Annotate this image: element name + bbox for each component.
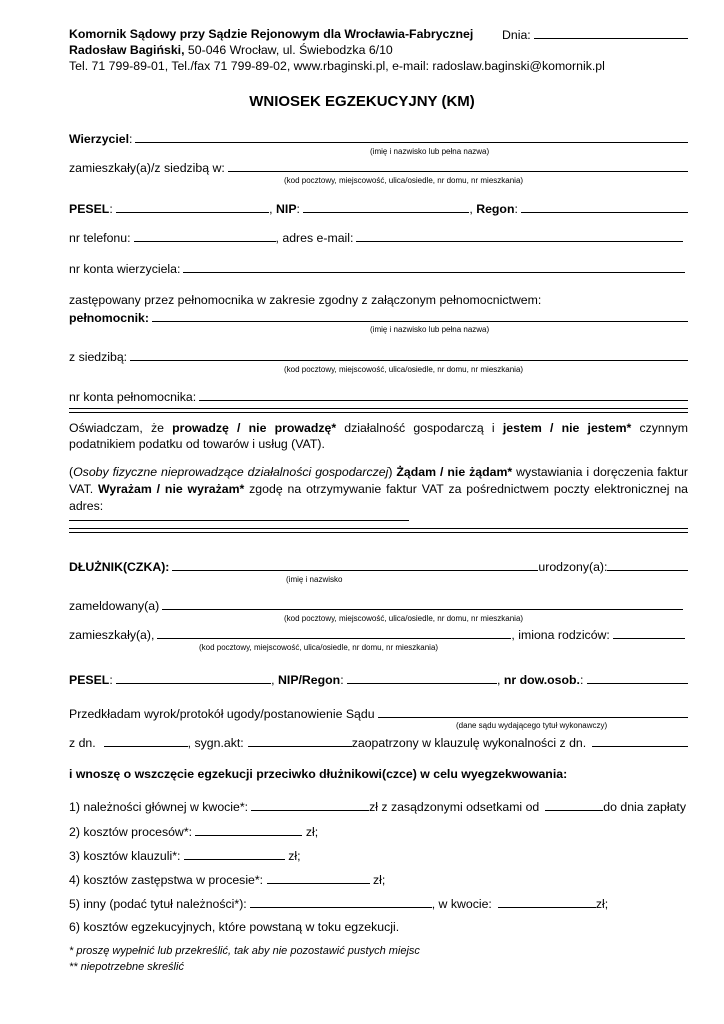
judgment-label: Przedkładam wyrok/protokół ugody/postanowienie Sądu <box>69 707 375 721</box>
debtor-registered-hint: (kod pocztowy, miejscowość, ulica/osiedle, nr domu, nr mieszkania) <box>284 614 524 623</box>
item-5-amount-label: , w kwocie: <box>431 897 492 911</box>
attorney-name-input[interactable] <box>152 310 688 322</box>
debtor-id-label: nr dow.osob. <box>503 673 580 687</box>
vat-text: działalność gospodarczą i <box>336 421 503 435</box>
debtor-registered-row <box>69 598 683 614</box>
creditor-email-input[interactable] <box>356 230 683 242</box>
judgment-sygn-label: , sygn.akt: <box>187 736 244 750</box>
attorney-seat-label: z siedzibą: <box>69 350 128 364</box>
item-5-title-input[interactable] <box>250 896 432 908</box>
judgment-date-row <box>69 735 688 751</box>
attorney-seat-input[interactable] <box>130 349 688 361</box>
form-title: WNIOSEK EGZEKUCYJNY (KM) <box>249 93 475 110</box>
bailiff-address: 50-046 Wrocław, ul. Świebodzka 6/10 <box>184 43 393 57</box>
debtor-registered-label: zameldowany(a) <box>69 599 160 613</box>
vat-text: czynnym podatnikiem podatku od towarów i usług (VAT). <box>69 421 688 451</box>
date-label: Dnia: <box>502 28 531 42</box>
debtor-nip-input[interactable] <box>347 672 497 684</box>
debtor-id-input[interactable] <box>587 672 688 684</box>
debtor-name-input[interactable] <box>172 559 538 571</box>
creditor-address-row <box>69 160 688 176</box>
judgment-date-input[interactable] <box>104 735 188 747</box>
attorney-account-label: nr konta pełnomocnika: <box>69 390 197 404</box>
item-1-until-label: do dnia zapłaty <box>603 800 686 814</box>
creditor-regon-input[interactable] <box>521 201 688 213</box>
item-5-label: 5) inny (podać tytuł należności*): <box>69 897 247 911</box>
currency-label: zł; <box>305 825 319 839</box>
creditor-regon-label: Regon <box>476 202 515 216</box>
vat-text: ) <box>388 465 397 479</box>
creditor-phone-label: nr telefonu: <box>69 231 131 245</box>
item-2-label: 2) kosztów procesów*: <box>69 825 193 839</box>
request-item-1 <box>69 799 688 815</box>
creditor-pesel-input[interactable] <box>116 201 269 213</box>
judgment-date-label: z dn. <box>69 736 96 750</box>
creditor-name-input[interactable] <box>135 131 688 143</box>
creditor-row <box>69 131 688 147</box>
debtor-parents-input[interactable] <box>613 627 685 639</box>
footnote-2: ** niepotrzebne skreślić <box>69 961 184 973</box>
bailiff-office-name: Komornik Sądowy przy Sądzie Rejonowym dla Wrocławia-Fabrycznej <box>69 27 474 41</box>
debtor-parents-label: , imiona rodziców: <box>511 628 610 642</box>
header-line-3 <box>69 59 688 74</box>
footnote-1: * proszę wypełnić lub przekreślić, tak aby nie pozostawić pustych miejsc <box>69 945 420 957</box>
vat-text: ( <box>69 465 74 479</box>
vat-text: Oświadczam, że <box>69 421 173 435</box>
creditor-nip-input[interactable] <box>303 201 469 213</box>
item-3-amount-input[interactable] <box>184 848 285 860</box>
creditor-account-input[interactable] <box>183 261 685 273</box>
item-1-interest-date-input[interactable] <box>545 799 603 811</box>
currency-label: zł; <box>372 873 386 887</box>
vat-demand-option[interactable]: Żądam / nie żądam* <box>396 465 513 479</box>
item-1-label: 1) należności głównej w kwocie*: <box>69 800 249 814</box>
vat-statement <box>69 420 688 452</box>
item-2-amount-input[interactable] <box>195 824 302 836</box>
debtor-name-hint: (imię i nazwisko <box>286 575 343 584</box>
request-item-4 <box>69 872 688 888</box>
debtor-nip-label: NIP/Regon <box>278 673 341 687</box>
vat-email-input[interactable] <box>69 520 409 521</box>
item-4-label: 4) kosztów zastępstwa w procesie*: <box>69 873 264 887</box>
request-item-3 <box>69 848 688 864</box>
creditor-nip-label: NIP <box>276 202 297 216</box>
debtor-residing-input[interactable] <box>157 627 511 639</box>
judgment-court-input[interactable] <box>378 706 688 718</box>
bailiff-contact: Tel. 71 799-89-01, Tel./fax 71 799-89-02, www.rbaginski.pl, e-mail: radoslaw.baginski@komornik.pl <box>69 59 605 73</box>
creditor-address-hint: (kod pocztowy, miejscowość, ulica/osiedle, nr domu, nr mieszkania) <box>284 176 524 185</box>
creditor-email-label: , adres e-mail: <box>275 231 354 245</box>
attorney-account-input[interactable] <box>199 389 688 401</box>
creditor-pesel-label: PESEL <box>69 202 110 216</box>
header-line-2 <box>69 43 688 58</box>
vat-business-option[interactable]: prowadzę / nie prowadzę* <box>172 421 337 435</box>
attorney-name-hint: (imię i nazwisko lub pełna nazwa) <box>370 325 490 334</box>
debtor-registered-input[interactable] <box>162 598 683 610</box>
vat-natural-person-note: Osoby fizyczne nieprowadzące działalności gospodarczej <box>73 465 389 479</box>
attorney-account-row <box>69 389 688 405</box>
judgment-row <box>69 706 688 722</box>
debtor-pesel-label: PESEL <box>69 673 110 687</box>
creditor-address-input[interactable] <box>228 160 688 172</box>
creditor-ids-row: PESEL : , NIP : , Regon : <box>69 201 688 217</box>
request-heading: i wnoszę o wszczęcie egzekucji przeciwko dłużnikowi(czce) w celu wyegzekwowania: <box>69 767 568 781</box>
bailiff-name: Radosław Bagiński, <box>69 43 185 57</box>
creditor-account-label: nr konta wierzyciela: <box>69 262 181 276</box>
currency-label: zł; <box>288 849 301 863</box>
creditor-address-label: zamieszkały(a)/z siedzibą w: <box>69 161 225 175</box>
judgment-clause-label: zaopatrzony w klauzulę wykonalności z dn. <box>351 736 587 750</box>
debtor-residing-row <box>69 627 685 643</box>
creditor-contact-row <box>69 230 683 246</box>
creditor-label: Wierzyciel <box>69 132 130 146</box>
vat-text: zgodę na otrzymywanie faktur VAT za pośrednictwem poczty elektronicznej na adres: <box>69 482 688 513</box>
creditor-colon: : <box>129 132 133 146</box>
section-divider <box>69 528 688 533</box>
attorney-seat-hint: (kod pocztowy, miejscowość, ulica/osiedle, nr domu, nr mieszkania) <box>284 365 524 374</box>
debtor-pesel-input[interactable] <box>116 672 271 684</box>
item-1-amount-input[interactable] <box>251 799 369 811</box>
vat-consent-option[interactable]: Wyrażam / nie wyrażam* <box>98 482 245 496</box>
debtor-row <box>69 559 688 575</box>
date-field <box>502 27 688 43</box>
item-5-amount-input[interactable] <box>498 896 596 908</box>
request-item-6: 6) kosztów egzekucyjnych, które powstaną w toku egzekucji. <box>69 920 400 934</box>
date-input[interactable] <box>534 27 688 39</box>
creditor-account-row <box>69 261 685 277</box>
creditor-name-hint: (imię i nazwisko lub pełna nazwa) <box>370 147 490 156</box>
vat-invoice-statement <box>69 464 688 515</box>
vat-taxpayer-option[interactable]: jestem / nie jestem* <box>502 421 632 435</box>
debtor-residing-label: zamieszkały(a), <box>69 628 155 642</box>
item-3-label: 3) kosztów klauzuli*: <box>69 849 181 863</box>
creditor-phone-input[interactable] <box>134 230 276 242</box>
debtor-residing-hint: (kod pocztowy, miejscowość, ulica/osiedle, nr domu, nr mieszkania) <box>199 643 439 652</box>
attorney-label: pełnomocnik: <box>69 311 149 325</box>
attorney-row <box>69 310 688 326</box>
currency-label: zł; <box>595 897 609 911</box>
debtor-label: DŁUŻNIK(CZKA): <box>69 560 170 574</box>
request-item-5 <box>69 896 688 912</box>
debtor-born-label: urodzony(a): <box>538 560 608 574</box>
judgment-clause-date-input[interactable] <box>592 735 688 747</box>
debtor-ids-row: PESEL : , NIP/Regon : , nr dow.osob. : <box>69 672 688 688</box>
judgment-hint: (dane sądu wydającego tytuł wykonawczy) <box>456 721 608 730</box>
vat-text: wystawiania i doręczenia faktur VAT. <box>69 465 688 496</box>
attorney-intro: zastępowany przez pełnomocnika w zakresie zgodny z załączonym pełnomocnictwem: <box>69 293 542 307</box>
attorney-seat-row <box>69 349 688 365</box>
request-item-2 <box>69 824 688 840</box>
item-4-amount-input[interactable] <box>267 872 370 884</box>
item-1-interest-label: zł z zasądzonymi odsetkami od <box>369 800 540 814</box>
section-divider <box>69 408 688 413</box>
debtor-born-input[interactable] <box>607 559 688 571</box>
judgment-sygn-input[interactable] <box>248 735 352 747</box>
